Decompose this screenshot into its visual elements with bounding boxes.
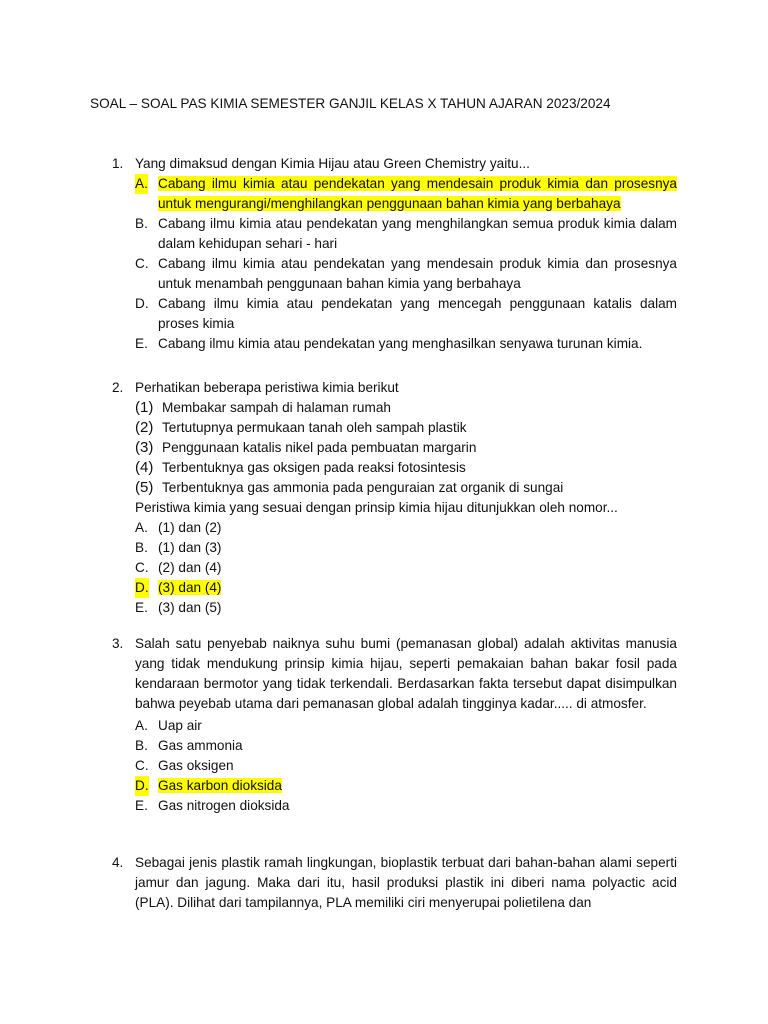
option-letter: C. xyxy=(135,256,149,271)
statement-2 xyxy=(135,418,677,438)
option-text-correct: (3) dan (4) xyxy=(158,580,222,595)
option-c xyxy=(135,756,677,776)
question-3 xyxy=(0,634,768,816)
question-stem: Yang dimaksud dengan Kimia Hijau atau Green Chemistry yaitu... xyxy=(135,156,530,171)
statement-label: (1) xyxy=(135,399,154,416)
statement-text: Terbentuknya gas ammonia pada penguraian zat organik di sungai xyxy=(162,480,564,495)
question-1 xyxy=(0,154,768,354)
option-letter: D. xyxy=(135,578,149,598)
statement-label: (5) xyxy=(135,479,154,496)
option-letter: D. xyxy=(135,776,149,796)
question-prompt: Peristiwa kimia yang sesuai dengan prinsip kimia hijau ditunjukkan oleh nomor... xyxy=(135,500,618,515)
option-a xyxy=(135,518,677,538)
statement-3 xyxy=(135,438,677,458)
option-letter: C. xyxy=(135,758,149,773)
question-4 xyxy=(0,853,768,913)
statement-text: Tertutupnya permukaan tanah oleh sampah plastik xyxy=(162,420,467,435)
statement-label: (3) xyxy=(135,439,154,456)
option-letter: E. xyxy=(135,600,148,615)
option-c xyxy=(135,254,677,294)
question-number: 2. xyxy=(112,380,124,395)
option-letter: C. xyxy=(135,560,149,575)
option-text: Cabang ilmu kimia atau pendekatan yang menghasilkan senyawa turunan kimia. xyxy=(158,336,643,351)
question-stem: Perhatikan beberapa peristiwa kimia berikut xyxy=(135,380,399,395)
option-letter: B. xyxy=(135,216,148,231)
statement-text: Membakar sampah di halaman rumah xyxy=(162,400,391,415)
option-c xyxy=(135,558,677,578)
statement-4 xyxy=(135,458,677,478)
option-a xyxy=(135,716,677,736)
option-text: Cabang ilmu kimia atau pendekatan yang mencegah penggunaan katalis dalam proses kimia xyxy=(158,296,677,331)
question-number: 1. xyxy=(112,156,124,171)
option-letter: E. xyxy=(135,336,148,351)
option-letter: E. xyxy=(135,798,148,813)
statement-label: (4) xyxy=(135,459,154,476)
option-d xyxy=(135,776,677,796)
option-d xyxy=(135,294,677,334)
option-d xyxy=(135,578,677,598)
document-title: SOAL – SOAL PAS KIMIA SEMESTER GANJIL KELAS X TAHUN AJARAN 2023/2024 xyxy=(90,96,611,111)
statement-5 xyxy=(135,478,677,498)
option-text: Gas ammonia xyxy=(158,738,243,753)
option-text: (1) dan (2) xyxy=(158,520,222,535)
option-text: Gas oksigen xyxy=(158,758,234,773)
option-b xyxy=(135,736,677,756)
question-stem: Salah satu penyebab naiknya suhu bumi (pemanasan global) adalah aktivitas manusia yang tidak mendukung prinsip kimia hijau, seperti pemakaian bahan bakar fosil pada kendaraan bermotor yang tidak terkendali. Berdasarkan fakta tersebut dapat disimpulkan bahwa peyebab utama dari pemanasan global adalah tingginya kadar..... di atmosfer. xyxy=(135,636,677,711)
option-e xyxy=(135,334,677,354)
statement-text: Penggunaan katalis nikel pada pembuatan margarin xyxy=(162,440,477,455)
statement-label: (2) xyxy=(135,419,154,436)
statement-text: Terbentuknya gas oksigen pada reaksi fotosintesis xyxy=(162,460,466,475)
option-letter: B. xyxy=(135,540,148,555)
question-number: 4. xyxy=(112,855,124,870)
option-b xyxy=(135,538,677,558)
option-b xyxy=(135,214,677,254)
option-text: Uap air xyxy=(158,718,202,733)
option-letter: A. xyxy=(135,520,148,535)
option-e xyxy=(135,598,677,618)
option-letter: B. xyxy=(135,738,148,753)
question-2 xyxy=(0,378,768,618)
option-text: Gas nitrogen dioksida xyxy=(158,798,290,813)
option-text-correct: Cabang ilmu kimia atau pendekatan yang mendesain produk kimia dan prosesnya untuk mengurangi/menghilangkan penggunaan bahan kimia yang berbahaya xyxy=(158,176,677,211)
option-text: (2) dan (4) xyxy=(158,560,222,575)
option-letter: D. xyxy=(135,296,149,311)
option-text-correct: Gas karbon dioksida xyxy=(158,778,282,793)
question-stem: Sebagai jenis plastik ramah lingkungan, bioplastik terbuat dari bahan-bahan alami seperti jamur dan jagung. Maka dari itu, hasil produksi plastik ini diberi nama polyactic acid (PLA). Dilihat dari tampilannya, PLA memiliki ciri menyerupai polietilena dan xyxy=(135,855,677,910)
option-letter: A. xyxy=(135,174,148,194)
option-text: Cabang ilmu kimia atau pendekatan yang menghilangkan semua produk kimia dalam dalam kehidupan sehari - hari xyxy=(158,216,677,251)
option-text: Cabang ilmu kimia atau pendekatan yang mendesain produk kimia dan prosesnya untuk menambah penggunaan bahan kimia yang berbahaya xyxy=(158,256,677,291)
option-e xyxy=(135,796,677,816)
option-text: (3) dan (5) xyxy=(158,600,222,615)
option-a xyxy=(135,174,677,214)
option-letter: A. xyxy=(135,718,148,733)
question-number: 3. xyxy=(112,636,124,651)
option-text: (1) dan (3) xyxy=(158,540,222,555)
statement-1 xyxy=(135,398,677,418)
